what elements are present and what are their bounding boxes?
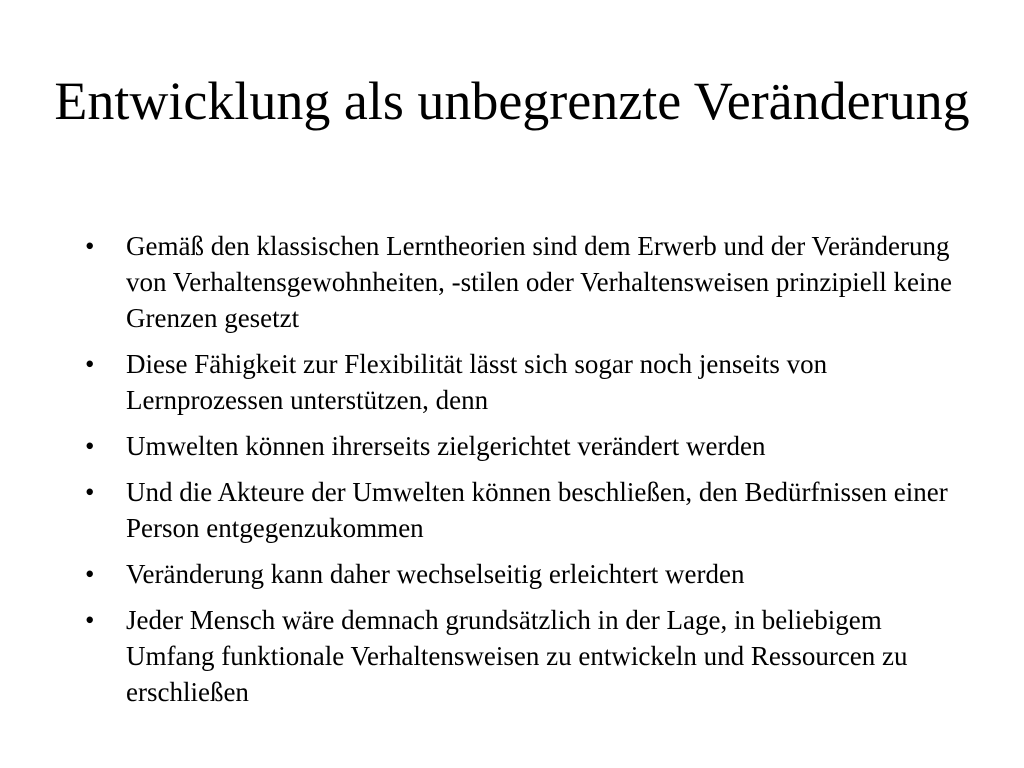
bullet-item bbox=[85, 602, 955, 710]
bullet-item bbox=[85, 556, 955, 592]
bullet-text: Veränderung kann daher wechselseitig erleichtert werden bbox=[126, 559, 745, 589]
bullet-icon: • bbox=[85, 477, 95, 507]
bullet-text: Umwelten können ihrerseits zielgerichtet verändert werden bbox=[126, 431, 766, 461]
bullet-item bbox=[85, 428, 955, 464]
bullet-item bbox=[85, 474, 955, 546]
bullet-text: Gemäß den klassischen Lerntheorien sind dem Erwerb und der Veränderung von Verhaltensgewohnheiten, -stilen oder Verhaltensweisen prinzipiell keine Grenzen gesetzt bbox=[126, 231, 953, 333]
bullet-list bbox=[85, 228, 955, 720]
bullet-text: Diese Fähigkeit zur Flexibilität lässt sich sogar noch jenseits von Lernprozessen unterstützen, denn bbox=[126, 349, 828, 415]
bullet-icon: • bbox=[85, 349, 95, 379]
bullet-icon: • bbox=[85, 231, 95, 261]
bullet-icon: • bbox=[85, 431, 95, 461]
bullet-item bbox=[85, 228, 955, 336]
bullet-icon: • bbox=[85, 559, 95, 589]
bullet-text: Und die Akteure der Umwelten können beschließen, den Bedürfnissen einer Person entgegenzukommen bbox=[126, 477, 948, 543]
bullet-icon: • bbox=[85, 605, 95, 635]
bullet-text: Jeder Mensch wäre demnach grundsätzlich in der Lage, in beliebigem Umfang funktionale Verhaltensweisen zu entwickeln und Ressourcen zu erschließen bbox=[126, 605, 908, 707]
bullet-item bbox=[85, 346, 955, 418]
slide-title: Entwicklung als unbegrenzte Veränderung bbox=[54, 71, 970, 131]
